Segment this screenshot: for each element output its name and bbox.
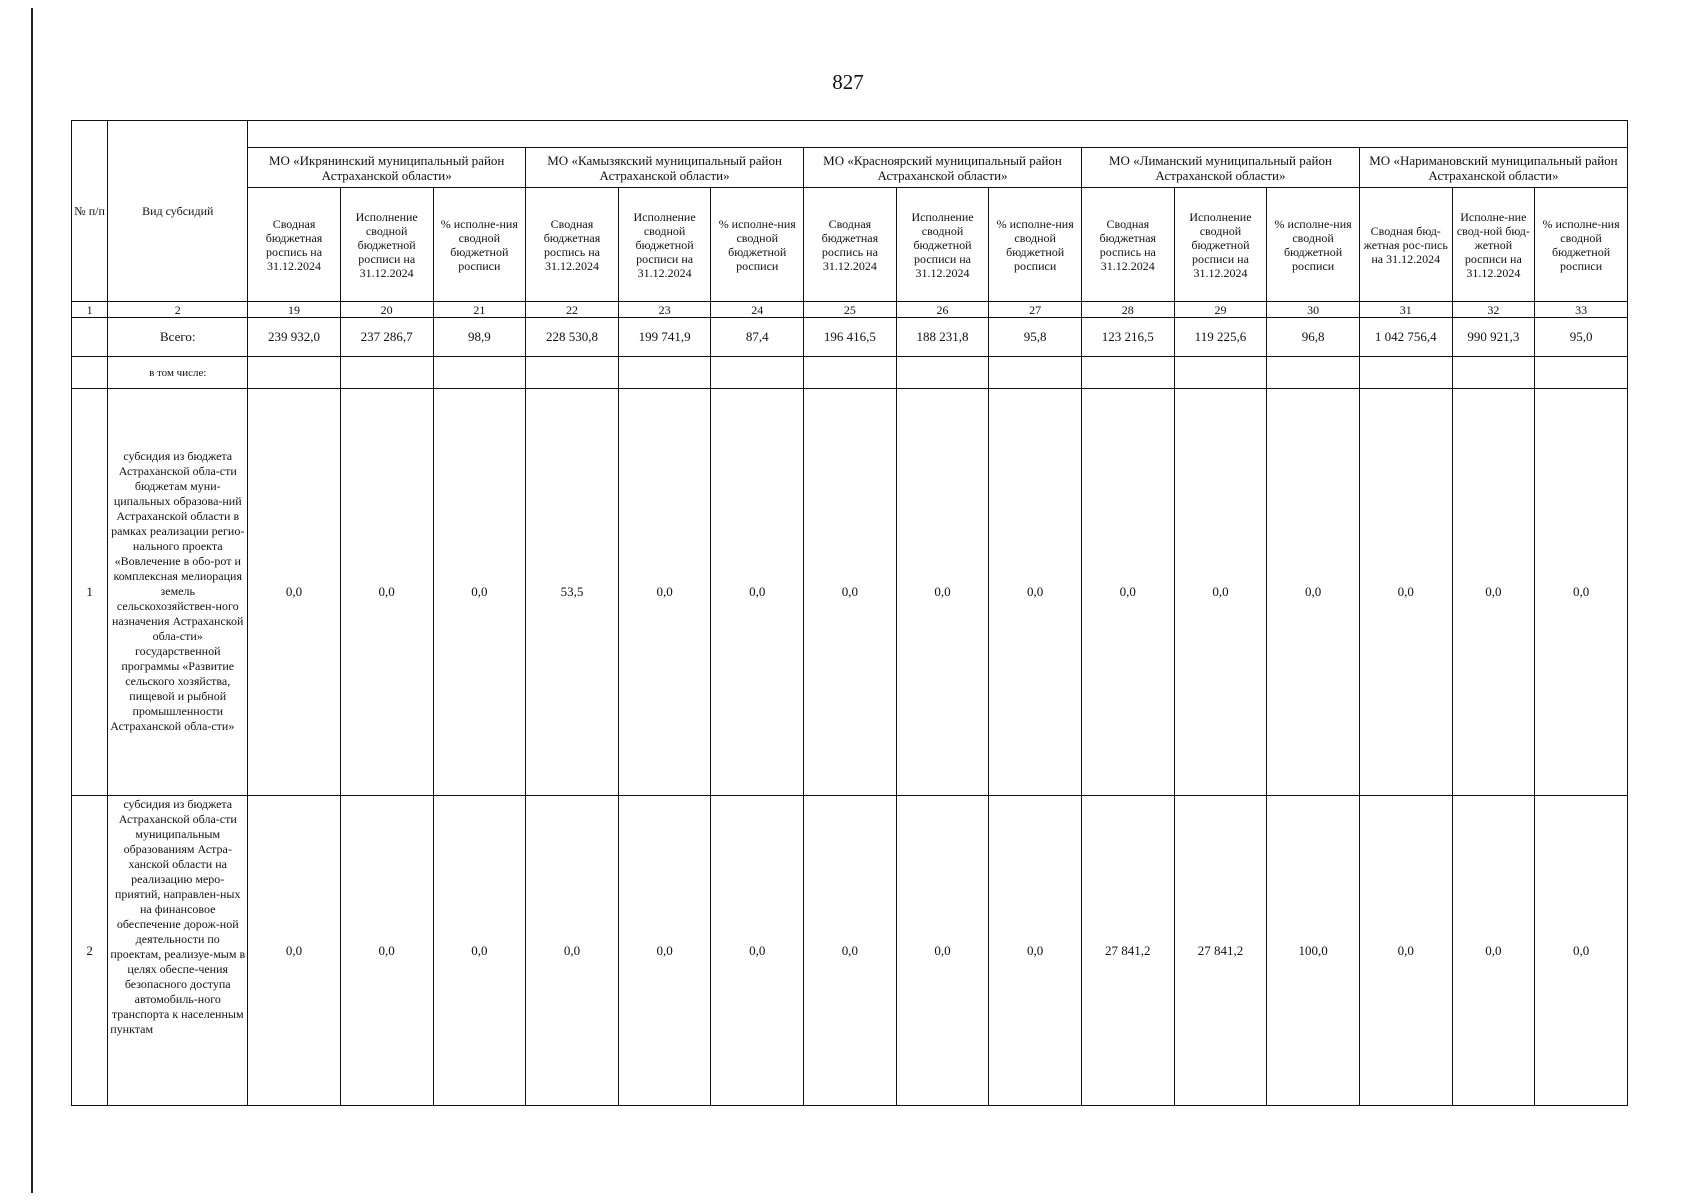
value-cell: 0,0 [1535, 796, 1628, 1106]
left-margin-line [31, 8, 33, 1193]
col-number: 24 [711, 302, 804, 318]
col-header: % исполне-ния сводной бюджетной росписи [433, 188, 526, 302]
value-cell: 0,0 [1359, 388, 1452, 795]
value-cell: 239 932,0 [248, 318, 341, 357]
value-cell: 0,0 [1452, 388, 1535, 795]
value-cell: 123 216,5 [1081, 318, 1174, 357]
col-header: Исполнение сводной бюджетной росписи на 31.12.2024 [896, 188, 989, 302]
value-cell: 0,0 [248, 388, 341, 795]
value-cell [433, 357, 526, 388]
col-header: Исполнение сводной бюджетной росписи на 31.12.2024 [618, 188, 711, 302]
value-cell: 0,0 [711, 796, 804, 1106]
value-cell: 0,0 [340, 388, 433, 795]
value-cell: 53,5 [526, 388, 619, 795]
col-header: Сводная бюд-жетная рос-пись на 31.12.2024 [1359, 188, 1452, 302]
value-cell [618, 357, 711, 388]
col-number: 26 [896, 302, 989, 318]
col-header: % исполне-ния сводной бюджетной росписи [711, 188, 804, 302]
col-header: Исполне-ние свод-ной бюд-жетной росписи на 31.12.2024 [1452, 188, 1535, 302]
value-cell: 119 225,6 [1174, 318, 1267, 357]
value-cell: 95,8 [989, 318, 1082, 357]
region-kamyzyaksky: МО «Камызякский муниципальный район Астраханской области» [526, 148, 804, 188]
value-cell: 0,0 [618, 388, 711, 795]
value-cell [1452, 357, 1535, 388]
col-number: 31 [1359, 302, 1452, 318]
row-number-cell [72, 357, 108, 388]
value-cell [248, 357, 341, 388]
col-number: 27 [989, 302, 1082, 318]
col-header: Сводная бюджетная роспись на 31.12.2024 [526, 188, 619, 302]
value-cell [340, 357, 433, 388]
value-cell: 0,0 [989, 796, 1082, 1106]
value-cell: 0,0 [804, 388, 897, 795]
value-cell: 0,0 [1535, 388, 1628, 795]
value-cell: 0,0 [1081, 388, 1174, 795]
col-number: 23 [618, 302, 711, 318]
value-cell: 0,0 [896, 796, 989, 1106]
value-cell: 228 530,8 [526, 318, 619, 357]
value-cell: 0,0 [711, 388, 804, 795]
value-cell [1267, 357, 1360, 388]
value-cell: 0,0 [526, 796, 619, 1106]
table-row [72, 796, 1628, 1106]
region-krasnoyarsky: МО «Красноярский муниципальный район Астраханской области» [804, 148, 1082, 188]
page-number: 827 [832, 70, 864, 94]
value-cell: 1 042 756,4 [1359, 318, 1452, 357]
col-number: 32 [1452, 302, 1535, 318]
region-narimanovsky: МО «Наримановский муниципальный район Астраханской области» [1359, 148, 1627, 188]
value-cell: 196 416,5 [804, 318, 897, 357]
value-cell: 98,9 [433, 318, 526, 357]
value-cell: 0,0 [989, 388, 1082, 795]
col-number: 2 [108, 302, 248, 318]
table-row-including [72, 357, 1628, 388]
header-top-row [72, 121, 1628, 148]
column-header-row [72, 188, 1628, 302]
value-cell: 237 286,7 [340, 318, 433, 357]
value-cell [1174, 357, 1267, 388]
table-row-total [72, 318, 1628, 357]
col-header: Исполнение сводной бюджетной росписи на 31.12.2024 [1174, 188, 1267, 302]
value-cell: 0,0 [896, 388, 989, 795]
col-header: Сводная бюджетная роспись на 31.12.2024 [1081, 188, 1174, 302]
region-limansky: МО «Лиманский муниципальный район Астраханской области» [1081, 148, 1359, 188]
value-cell: 96,8 [1267, 318, 1360, 357]
value-cell: 0,0 [1359, 796, 1452, 1106]
num-header: № п/п [72, 121, 108, 302]
region-header-row [72, 148, 1628, 188]
value-cell [896, 357, 989, 388]
col-number: 30 [1267, 302, 1360, 318]
column-number-row [72, 302, 1628, 318]
header-spacer [248, 121, 1628, 148]
including-label: в том числе: [108, 357, 248, 388]
value-cell: 0,0 [248, 796, 341, 1106]
value-cell: 990 921,3 [1452, 318, 1535, 357]
value-cell: 100,0 [1267, 796, 1360, 1106]
value-cell: 0,0 [1174, 388, 1267, 795]
value-cell [804, 357, 897, 388]
table-row [72, 388, 1628, 795]
col-header: % исполне-ния сводной бюджетной росписи [1267, 188, 1360, 302]
total-label: Всего: [108, 318, 248, 357]
col-number: 22 [526, 302, 619, 318]
value-cell: 27 841,2 [1174, 796, 1267, 1106]
row-number-cell: 1 [72, 388, 108, 795]
col-header: Сводная бюджетная роспись на 31.12.2024 [804, 188, 897, 302]
region-ikryaninsky: МО «Икрянинский муниципальный район Астраханской области» [248, 148, 526, 188]
value-cell: 0,0 [433, 388, 526, 795]
col-number: 25 [804, 302, 897, 318]
col-header: % исполне-ния сводной бюджетной росписи [989, 188, 1082, 302]
value-cell: 0,0 [1452, 796, 1535, 1106]
value-cell: 0,0 [804, 796, 897, 1106]
value-cell: 27 841,2 [1081, 796, 1174, 1106]
value-cell: 95,0 [1535, 318, 1628, 357]
value-cell [989, 357, 1082, 388]
value-cell [711, 357, 804, 388]
row-number-cell [72, 318, 108, 357]
subsidy-description: субсидия из бюджета Астраханской обла-сти муниципальным образованиям Астра-ханской области на реализацию меро-приятий, направлен-ных на финансовое обеспечение дорож-ной деятельности по проектам, реализуе-мым в целях обеспе-чения безопасного доступа автомобиль-ного транспорта к населенным пунктам [108, 796, 248, 1106]
col-number: 29 [1174, 302, 1267, 318]
value-cell: 0,0 [433, 796, 526, 1106]
col-number: 20 [340, 302, 433, 318]
col-number: 21 [433, 302, 526, 318]
value-cell [1081, 357, 1174, 388]
col-header: Исполнение сводной бюджетной росписи на 31.12.2024 [340, 188, 433, 302]
kind-header: Вид субсидий [108, 121, 248, 302]
col-number: 33 [1535, 302, 1628, 318]
col-header: Сводная бюджетная роспись на 31.12.2024 [248, 188, 341, 302]
value-cell [526, 357, 619, 388]
col-header: % исполне-ния сводной бюджетной росписи [1535, 188, 1628, 302]
subsidy-execution-table [71, 120, 1628, 1106]
col-number: 1 [72, 302, 108, 318]
value-cell: 0,0 [340, 796, 433, 1106]
subsidy-description: субсидия из бюджета Астраханской обла-сти бюджетам муни-ципальных образова-ний Астраханской области в рамках реализации регио-нального проекта «Вовлечение в обо-рот и комплексная мелиорация земель сельскохозяйствен-ного назначения Астраханской обла-сти» государственной программы «Развитие сельского хозяйства, пищевой и рыбной промышленности Астраханской обла-сти» [108, 388, 248, 795]
value-cell [1359, 357, 1452, 388]
value-cell: 188 231,8 [896, 318, 989, 357]
col-number: 28 [1081, 302, 1174, 318]
value-cell [1535, 357, 1628, 388]
value-cell: 87,4 [711, 318, 804, 357]
value-cell: 0,0 [1267, 388, 1360, 795]
value-cell: 0,0 [618, 796, 711, 1106]
col-number: 19 [248, 302, 341, 318]
value-cell: 199 741,9 [618, 318, 711, 357]
row-number-cell: 2 [72, 796, 108, 1106]
